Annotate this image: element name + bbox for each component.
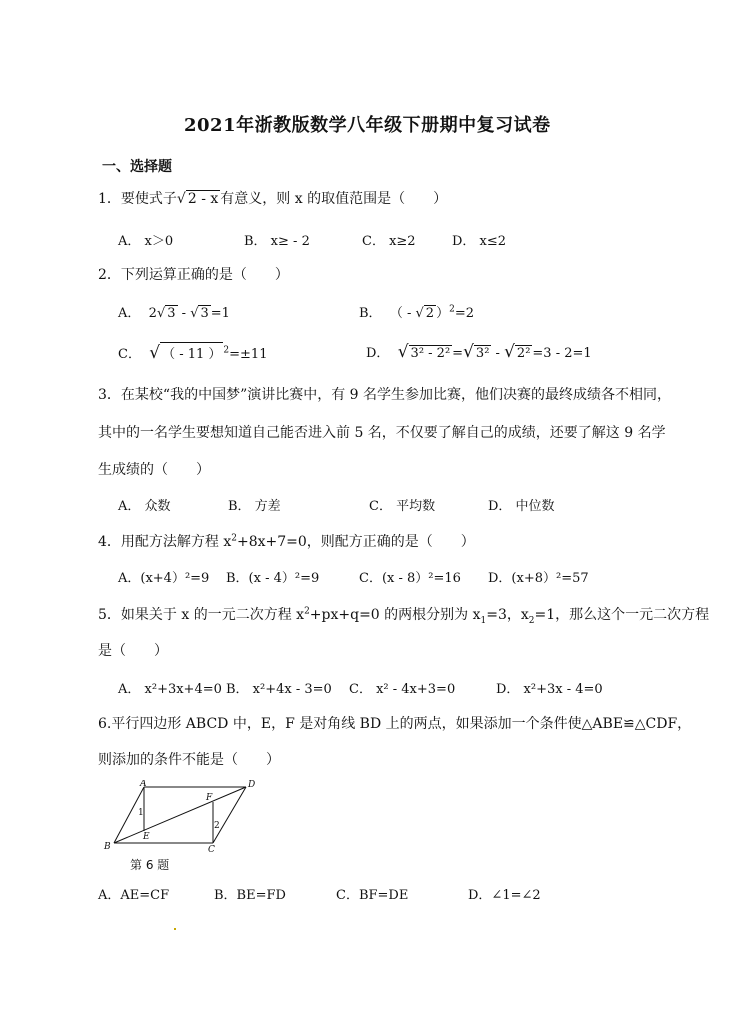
- q6-option-a: A．AE=CF: [98, 888, 170, 903]
- edge-dc: [213, 787, 246, 843]
- sqrt-symbol: √: [415, 306, 424, 321]
- question-6-line-2: 则添加的条件不能是（ ）: [98, 752, 280, 768]
- q6-option-c: C．BF=DE: [336, 888, 409, 903]
- label-d: D: [248, 780, 256, 790]
- q5-text-mid2: =3，x: [486, 607, 529, 623]
- q2-d-radicand-2: 3²: [475, 346, 490, 361]
- q2-d-label: D．: [366, 346, 390, 361]
- q3-option-b: B． 方差: [228, 499, 281, 514]
- q4-text-post: +8x+7=0，则配方正确的是（ ）: [237, 534, 475, 550]
- q2-d-equals: =: [452, 346, 464, 361]
- question-6-line-1: 6.平行四边形 ABCD 中，E，F 是对角线 BD 上的两点，如果添加一个条件使△ABE≌△CDF，: [98, 716, 692, 732]
- stray-mark: [174, 928, 176, 930]
- label-f: F: [206, 793, 213, 803]
- parallelogram-figure: [100, 780, 260, 875]
- q3-option-c: C． 平均数: [369, 499, 436, 514]
- q2-a-minus: -: [177, 306, 191, 321]
- q5-subscript-2: 2: [528, 615, 535, 626]
- q1-option-b: B． x≥ - 2: [244, 234, 310, 249]
- q1-text-post: 有意义，则 x 的取值范围是（ ）: [220, 191, 448, 207]
- q5-subscript-1: 1: [480, 615, 487, 626]
- q2-option-c: [118, 342, 267, 363]
- q2-b-open: （ -: [389, 306, 416, 321]
- q2-d-minus: -: [491, 346, 505, 361]
- sqrt-symbol: √: [176, 191, 186, 207]
- figure-caption: 第 6 题: [130, 858, 170, 872]
- q2-c-result: =±11: [229, 347, 268, 362]
- q5-text-post: =1，那么这个一元二次方程: [534, 607, 710, 623]
- sqrt-symbol: √: [504, 342, 515, 362]
- label-e: E: [143, 832, 150, 842]
- label-angle-1: 1: [138, 808, 144, 818]
- q6-option-b: B．BE=FD: [214, 888, 286, 903]
- label-angle-2: 2: [214, 821, 220, 831]
- label-a: A: [140, 780, 147, 789]
- q2-option-a: [118, 302, 230, 321]
- q1-option-a: A． x＞0: [118, 234, 174, 249]
- q2-c-radicand: （ - 11 ）: [160, 342, 223, 362]
- q4-option-c: C．(x - 8）²=16: [359, 571, 461, 586]
- q5-option-b: B． x²+4x - 3=0: [226, 682, 332, 697]
- q2-d-radicand-1: 3² - 2²: [410, 346, 451, 361]
- q2-a-label: A．: [118, 306, 141, 321]
- sqrt-symbol: √: [397, 342, 409, 362]
- q1-option-c: C． x≥2: [362, 234, 416, 249]
- page-title: 2021年浙教版数学八年级下册期中复习试卷: [184, 115, 551, 136]
- question-3-line-3: 生成绩的（ ）: [98, 462, 210, 478]
- question-3-line-1: 3．在某校“我的中国梦”演讲比赛中，有 9 名学生参加比赛，他们决赛的最终成绩各不相同，: [98, 387, 672, 403]
- q2-c-label: C．: [118, 347, 141, 362]
- question-3-line-2: 其中的一名学生要想知道自己能否进入前 5 名，不仅要了解自己的成绩，还要了解这 9 名学: [98, 425, 666, 441]
- q5-text-pre: 5．如果关于 x 的一元二次方程 x: [98, 607, 305, 623]
- sqrt-symbol: √: [463, 342, 474, 362]
- label-b: B: [104, 842, 111, 852]
- diagonal-bd: [114, 787, 246, 843]
- q1-text-pre: 1．要使式子: [98, 191, 177, 207]
- q2-c-exponent: 2: [223, 345, 230, 356]
- q2-option-b: [359, 302, 474, 321]
- q5-option-c: C． x² - 4x+3=0: [349, 682, 456, 697]
- q2-b-radicand: 2: [425, 306, 435, 321]
- q4-exponent: 2: [231, 533, 237, 544]
- question-4-stem: [98, 531, 475, 551]
- question-5-line-2: 是（ ）: [98, 643, 168, 659]
- q4-option-d: D．(x+8）²=57: [488, 571, 589, 586]
- q6-option-d: D．∠1=∠2: [468, 888, 541, 903]
- q2-b-close: ）: [436, 306, 450, 321]
- q5-option-a: A． x²+3x+4=0: [118, 682, 222, 697]
- q3-option-d: D． 中位数: [488, 499, 555, 514]
- q2-d-result: =3 - 2=1: [532, 346, 592, 361]
- sqrt-symbol: √: [149, 343, 161, 363]
- sqrt-symbol: √: [190, 306, 199, 321]
- q4-option-a: A．(x+4）²=9: [118, 571, 210, 586]
- q2-a-coef: 2: [148, 306, 157, 321]
- q2-a-radicand-1: 3: [167, 306, 176, 321]
- q2-b-exponent: 2: [449, 304, 455, 315]
- question-2-stem: 2．下列运算正确的是（ ）: [98, 267, 289, 283]
- q2-a-result: =1: [210, 306, 230, 321]
- q2-b-result: =2: [454, 306, 474, 321]
- q4-text-pre: 4．用配方法解方程 x: [98, 534, 232, 550]
- question-5-line-1: [98, 604, 709, 624]
- q2-b-label: B．: [359, 306, 382, 321]
- q2-d-radicand-3: 2²: [516, 346, 531, 361]
- q1-radicand: 2 - x: [187, 191, 219, 207]
- q5-text-mid: +px+q=0 的两根分别为 x: [309, 607, 481, 623]
- question-1-stem: [98, 188, 447, 208]
- q1-option-d: D． x≤2: [452, 234, 507, 249]
- label-c: C: [208, 845, 215, 855]
- q4-option-b: B．(x - 4）²=9: [226, 571, 320, 586]
- section-heading: 一、选择题: [102, 159, 172, 175]
- q5-exponent: 2: [304, 606, 310, 617]
- q3-option-a: A． 众数: [118, 499, 171, 514]
- q5-option-d: D． x²+3x - 4=0: [496, 682, 603, 697]
- sqrt-symbol: √: [156, 306, 166, 321]
- q2-a-radicand-2: 3: [200, 306, 209, 321]
- q2-option-d: [366, 342, 592, 362]
